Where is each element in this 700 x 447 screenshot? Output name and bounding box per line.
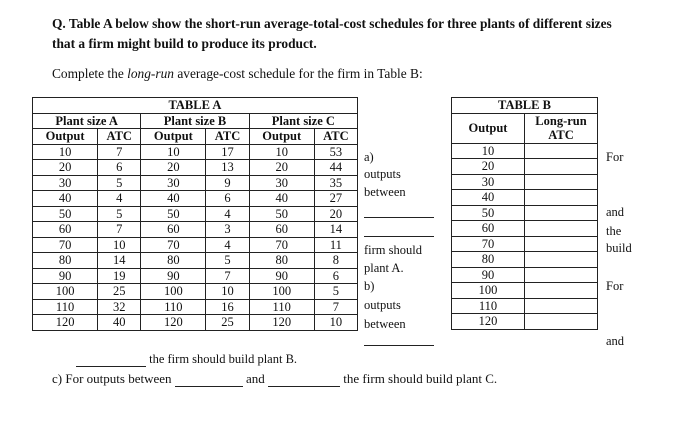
table-cell: 80 <box>141 253 206 269</box>
table-cell: 50 <box>249 206 314 222</box>
part-a-blank-2[interactable] <box>364 236 434 237</box>
table-cell: 100 <box>141 284 206 300</box>
table-b <box>451 97 598 330</box>
instruction-emphasis: long-run <box>127 66 174 81</box>
right-for-1: For <box>606 150 624 164</box>
table-cell: 4 <box>206 237 249 253</box>
table-cell: 120 <box>452 314 525 330</box>
table-row <box>452 143 598 159</box>
plant-b-text: the firm should build plant B. <box>149 352 298 366</box>
group-plant-c: Plant size C <box>249 113 357 129</box>
table-cell: 120 <box>141 315 206 331</box>
col-output-b: Output <box>141 129 206 145</box>
table-cell: 53 <box>314 144 357 160</box>
table-cell: 20 <box>141 160 206 176</box>
lr-atc-input-cell[interactable] <box>525 205 598 221</box>
plant-b-line <box>76 352 297 367</box>
part-a-outputs: outputs <box>364 167 401 181</box>
instruction-post: average-cost schedule for the firm in Table B: <box>174 66 423 81</box>
table-cell: 50 <box>452 205 525 221</box>
part-a-plant-a: plant A. <box>364 261 404 275</box>
table-cell: 13 <box>206 160 249 176</box>
table-row <box>33 299 358 315</box>
instruction <box>52 66 423 82</box>
col-output-lr: Output <box>452 113 525 143</box>
table-cell: 70 <box>141 237 206 253</box>
col-lr-atc-line2: ATC <box>548 128 574 142</box>
table-cell: 16 <box>206 299 249 315</box>
table-cell: 90 <box>141 268 206 284</box>
table-cell: 50 <box>33 206 98 222</box>
table-a <box>32 97 358 331</box>
table-cell: 6 <box>98 160 141 176</box>
col-atc-c: ATC <box>314 129 357 145</box>
table-cell: 10 <box>206 284 249 300</box>
right-the: the <box>606 224 622 238</box>
table-cell: 10 <box>141 144 206 160</box>
table-cell: 10 <box>452 143 525 159</box>
col-output-a: Output <box>33 129 98 145</box>
question-line-1: Q. Table A below show the short-run average-total-cost schedules for three plants of different sizes <box>52 16 612 31</box>
table-cell: 40 <box>141 191 206 207</box>
table-cell: 20 <box>33 160 98 176</box>
col-output-c: Output <box>249 129 314 145</box>
table-cell: 8 <box>314 253 357 269</box>
table-cell: 5 <box>206 253 249 269</box>
table-cell: 30 <box>141 175 206 191</box>
right-and-2: and <box>606 334 625 348</box>
table-row <box>33 253 358 269</box>
table-cell: 19 <box>98 268 141 284</box>
table-cell: 120 <box>33 315 98 331</box>
table-cell: 80 <box>249 253 314 269</box>
table-row <box>33 144 358 160</box>
part-c-text: For outputs between <box>65 371 172 386</box>
table-cell: 60 <box>452 221 525 237</box>
lr-atc-input-cell[interactable] <box>525 267 598 283</box>
lr-atc-input-cell[interactable] <box>525 190 598 206</box>
table-row <box>452 221 598 237</box>
table-a-body <box>33 144 358 330</box>
table-cell: 70 <box>249 237 314 253</box>
part-a-firm-should: firm should <box>364 243 422 257</box>
table-row <box>33 237 358 253</box>
table-cell: 110 <box>33 299 98 315</box>
table-cell: 5 <box>314 284 357 300</box>
table-row <box>452 283 598 299</box>
table-cell: 7 <box>314 299 357 315</box>
table-cell: 20 <box>314 206 357 222</box>
lr-atc-input-cell[interactable] <box>525 283 598 299</box>
part-a-blank-1[interactable] <box>364 217 434 218</box>
table-cell: 11 <box>314 237 357 253</box>
table-cell: 4 <box>98 191 141 207</box>
part-b-outputs: outputs <box>364 298 401 312</box>
part-a-between: between <box>364 185 406 199</box>
lr-atc-input-cell[interactable] <box>525 252 598 268</box>
table-cell: 100 <box>33 284 98 300</box>
col-lr-atc <box>525 113 598 143</box>
table-cell: 70 <box>452 236 525 252</box>
table-cell: 90 <box>249 268 314 284</box>
table-row <box>33 284 358 300</box>
table-cell: 40 <box>452 190 525 206</box>
table-row <box>452 267 598 283</box>
lr-atc-input-cell[interactable] <box>525 298 598 314</box>
table-row <box>33 268 358 284</box>
table-row <box>452 174 598 190</box>
table-cell: 7 <box>98 222 141 238</box>
part-b-label: b) <box>364 279 375 293</box>
table-cell: 25 <box>98 284 141 300</box>
table-row <box>452 314 598 330</box>
table-cell: 27 <box>314 191 357 207</box>
table-cell: 30 <box>452 174 525 190</box>
table-row <box>33 315 358 331</box>
col-atc-b: ATC <box>206 129 249 145</box>
right-and-1: and <box>606 205 625 219</box>
table-cell: 100 <box>452 283 525 299</box>
right-build: build <box>606 241 632 255</box>
table-cell: 32 <box>98 299 141 315</box>
table-row <box>452 159 598 175</box>
table-cell: 40 <box>249 191 314 207</box>
table-cell: 110 <box>141 299 206 315</box>
plant-b-blank[interactable] <box>76 352 146 367</box>
part-c-blank-1[interactable] <box>175 372 243 387</box>
group-plant-a: Plant size A <box>33 113 141 129</box>
table-row <box>33 160 358 176</box>
table-cell: 35 <box>314 175 357 191</box>
table-cell: 9 <box>206 175 249 191</box>
table-row <box>452 252 598 268</box>
table-cell: 14 <box>98 253 141 269</box>
right-for-2: For <box>606 279 624 293</box>
lr-atc-input-cell[interactable] <box>525 236 598 252</box>
table-cell: 5 <box>98 206 141 222</box>
table-cell: 14 <box>314 222 357 238</box>
table-cell: 110 <box>452 298 525 314</box>
lr-atc-input-cell[interactable] <box>525 221 598 237</box>
col-lr-atc-line1: Long-run <box>535 113 587 128</box>
col-atc-a: ATC <box>98 129 141 145</box>
table-row <box>33 222 358 238</box>
table-cell: 120 <box>249 315 314 331</box>
table-a-title: TABLE A <box>141 98 249 114</box>
part-c-line <box>52 372 497 387</box>
question-line-2: that a firm might build to produce its product. <box>52 36 317 51</box>
table-row <box>452 190 598 206</box>
table-cell: 7 <box>98 144 141 160</box>
table-cell: 60 <box>141 222 206 238</box>
table-cell: 40 <box>98 315 141 331</box>
table-row <box>33 206 358 222</box>
table-cell: 20 <box>249 160 314 176</box>
table-cell: 70 <box>33 237 98 253</box>
table-cell: 30 <box>249 175 314 191</box>
table-cell: 10 <box>314 315 357 331</box>
table-cell: 60 <box>33 222 98 238</box>
question-text <box>52 14 662 54</box>
table-cell: 20 <box>452 159 525 175</box>
table-cell: 10 <box>249 144 314 160</box>
table-cell: 17 <box>206 144 249 160</box>
table-b-title: TABLE B <box>452 98 598 114</box>
part-c-blank-2[interactable] <box>268 372 340 387</box>
part-c-plant-c: the firm should build plant C. <box>343 371 498 386</box>
table-cell: 4 <box>206 206 249 222</box>
lr-atc-input-cell[interactable] <box>525 314 598 330</box>
table-cell: 80 <box>452 252 525 268</box>
table-cell: 6 <box>314 268 357 284</box>
table-row <box>452 205 598 221</box>
table-cell: 40 <box>33 191 98 207</box>
table-cell: 6 <box>206 191 249 207</box>
table-cell: 30 <box>33 175 98 191</box>
table-row <box>452 236 598 252</box>
table-cell: 80 <box>33 253 98 269</box>
table-cell: 60 <box>249 222 314 238</box>
table-row <box>33 175 358 191</box>
table-cell: 25 <box>206 315 249 331</box>
lr-atc-input-cell[interactable] <box>525 174 598 190</box>
table-cell: 3 <box>206 222 249 238</box>
table-cell: 50 <box>141 206 206 222</box>
lr-atc-input-cell[interactable] <box>525 159 598 175</box>
part-c-and: and <box>246 371 265 386</box>
table-cell: 10 <box>98 237 141 253</box>
part-b-between: between <box>364 317 406 331</box>
table-cell: 90 <box>452 267 525 283</box>
table-row <box>452 298 598 314</box>
instruction-pre: Complete the <box>52 66 128 81</box>
group-plant-b: Plant size B <box>141 113 249 129</box>
part-b-blank[interactable] <box>364 345 434 346</box>
table-cell: 100 <box>249 284 314 300</box>
part-a-label: a) <box>364 150 374 164</box>
table-cell: 110 <box>249 299 314 315</box>
lr-atc-input-cell[interactable] <box>525 143 598 159</box>
table-cell: 90 <box>33 268 98 284</box>
table-row <box>33 191 358 207</box>
table-cell: 7 <box>206 268 249 284</box>
table-cell: 5 <box>98 175 141 191</box>
part-c-label: c) <box>52 371 63 386</box>
table-cell: 44 <box>314 160 357 176</box>
table-b-body <box>452 143 598 329</box>
table-cell: 10 <box>33 144 98 160</box>
